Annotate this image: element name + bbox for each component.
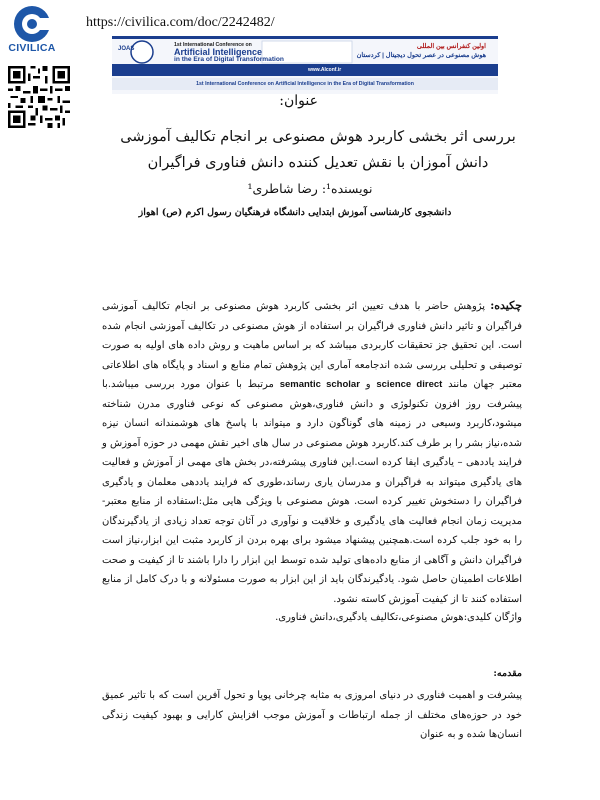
paper-title: بررسی اثر بخشی کاربرد هوش مصنوعی بر انجام تکالیف آموزشی دانش آموزان با نقش تعدیل کننده دانش فناوری فراگیران (120, 129, 516, 171)
banner-conf-en-line1: 1st International Conference on (174, 42, 252, 48)
abstract-text-part1: پژوهش حاضر با هدف تعیین اثر بخشی کاربرد هوش مصنوعی بر انجام تکالیف آموزشی فراگیران و تاثیر دانش فناوری فراگیران بر استفاده از هوش مصنوعی در تکالیف آموزشی انجام شده است. این تحقیق جز تحقیقات کاربردی میباشد که بر اساس ماهیت و روش داده های اولیه به صورت توصیفی و تحلیلی بررسی شده اندجامعه آماری این پژوهش تمام منابع و اسناد و پایگاه های اطلاعاتی معتبر جهان مانند (102, 301, 523, 390)
title-label: عنوان: (279, 93, 318, 109)
author-line: نویسنده¹: رضا شاطری¹ (247, 181, 373, 196)
brand-name: CIVILICA (8, 42, 56, 54)
document-url[interactable]: https://civilica.com/doc/2242482/ (86, 15, 275, 30)
intro-heading: مقدمه: (493, 668, 522, 679)
keywords: واژگان کلیدی:هوش مصنوعی،تکالیف یادگیری،دانش فناوری. (275, 612, 522, 623)
qr-code-icon (8, 66, 70, 128)
abstract (102, 296, 522, 609)
banner-badge: JOAS (118, 46, 135, 52)
banner-conf-en-line3: in the Era of Digital Transformation (174, 56, 284, 63)
abstract-text-part3: مرتبط با عنوان مورد بررسی میباشد.با پیشرفت روز افزون تکنولوژی و دانش فناوری،هوش مصنوعی که نوعی فناوری مدرن شناخته میشود،کاربرد وسیعی در زمینه های گوناگون دارد و میتواند با پاسخ های هوشمندانه انسان نیزه شده،نیاز بشر را بر طرف کند.کاربرد هوش مصنوعی در سال های اخیر نقش مهمی در حوزه آموزش و فرایند یاددهی – یادگیری ایفا کرده است.این فناوری پیشرفته،در بخش های مهمی از آموزش و فعالیت های یادگیری میتواند به فراگیران و مدرسان یاری رساند،طوری که فرایند یاددهی معلمان و یادگیری فراگیران را دستخوش تغییر کرده است. هوش مصنوعی با ویژگی هایی مثل:استفاده از منابع معتبر-مدیریت زمان انجام فعالیت های یادگیری و خلاقیت و نوآوری در آثان توجه تعداد زیادی از یادگیرندگان را به خود جلب کرده است.همچنین پیشنهاد میشود برای بهره بردن از کاربرد مثبت این ابزار،نیاز است فراگیران دانش و آگاهی از منابع داده‌های تولید شده توسط این ابزار را دارا باشند تا از کیفیت و صحت اطلاعات اطمینان حاصل شود. یادگیرندگان باید از این ابزار به صورت مسئولانه و با درک کامل از منابع استفاده کنند تا از کیفیت آموزش کاسته نشود. (102, 379, 522, 605)
abstract-term-semantic-scholar: semantic scholar (279, 379, 360, 390)
author-affiliation: دانشجوی کارشناسی آموزش ابتدایی دانشگاه فرهنگیان رسول اکرم (ص) اهواز (138, 207, 452, 218)
abstract-term-science-direct: science direct (376, 379, 443, 390)
conference-banner (112, 36, 498, 94)
abstract-label: چکیده: (490, 299, 522, 312)
banner-subtitle: 1st International Conference on Artificial Intelligence in the Era of Digital Transformation (196, 81, 414, 87)
civilica-logo-icon[interactable] (4, 4, 60, 66)
banner-conf-fa-line2: هوش مصنوعی در عصر تحول دیجیتال | کردستان (356, 52, 486, 59)
banner-website[interactable]: www.AIconf.ir (308, 67, 342, 73)
banner-conf-fa-line1: اولین کنفرانس بین المللی (416, 43, 486, 50)
banner-conf-en-line2: Artificial Intelligence (174, 47, 263, 57)
intro-body: پیشرفت و اهمیت فناوری در دنیای امروزی به مثابه چرخانی پویا و تحول آفرین است که با تاثیر عمیق خود در حوزه‌های مختلف از جمله ارتباطات و آموزش موجب افزایش کارایی و بهبود کیفیت زندگی انسان‌ها شده و به عنوان (102, 690, 522, 740)
abstract-text-part2: و (359, 379, 377, 390)
